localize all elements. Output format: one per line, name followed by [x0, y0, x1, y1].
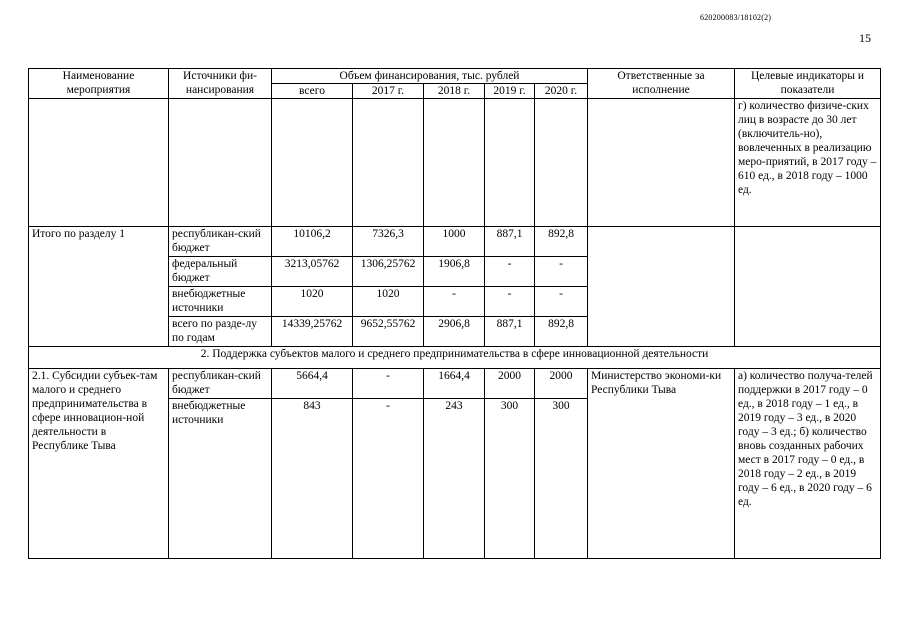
y2019-cell: 300 — [485, 399, 535, 559]
y2018-cell: 243 — [424, 399, 485, 559]
header-2018: 2018 г. — [424, 84, 485, 99]
total-cell: 1020 — [272, 287, 353, 317]
continuation-source-cell — [169, 99, 272, 227]
y2017-cell: - — [353, 399, 424, 559]
y2020-cell: 892,8 — [535, 317, 588, 347]
source-cell: внебюджетные источники — [169, 399, 272, 559]
total-cell: 10106,2 — [272, 227, 353, 257]
continuation-indicator-text: г) количество физиче-ских лиц в возрасте до 30 лет (включитель-но), вовлеченных в реализацию меро-приятий, в 2017 году – 610 ед., в 2018 году – 1000 ед. — [735, 99, 881, 227]
continuation-2017-cell — [353, 99, 424, 227]
continuation-total-cell — [272, 99, 353, 227]
document-number: 620200083/18102(2) — [700, 13, 772, 22]
y2017-cell: 9652,55762 — [353, 317, 424, 347]
source-cell: всего по разде-лу по годам — [169, 317, 272, 347]
item-2-1-indicators: а) количество получа-телей поддержки в 2017 году – 0 ед., в 2018 году – 1 ед., в 2019 году – 3 ед., в 2020 году – 3 ед.; б) количество вновь созданных рабочих мест в 2017 году – 0 ед., в 2018 году – 2 ед., в 2019 году – 6 ед., в 2020 году – 6 ед. — [735, 369, 881, 559]
total-cell: 14339,25762 — [272, 317, 353, 347]
source-cell: федеральный бюджет — [169, 257, 272, 287]
page-number: 15 — [859, 31, 871, 45]
header-2020: 2020 г. — [535, 84, 588, 99]
item-2-1-label: 2.1. Субсидии субъек-там малого и среднего предпринимательства в сфере инновацион-ной деятельности в Республике Тыва — [29, 369, 169, 559]
header-responsible: Ответственные за исполнение — [588, 69, 735, 99]
y2017-cell: 1306,25762 — [353, 257, 424, 287]
y2019-cell: - — [485, 257, 535, 287]
continuation-event-cell — [29, 99, 169, 227]
y2018-cell: 1906,8 — [424, 257, 485, 287]
y2020-cell: - — [535, 287, 588, 317]
total-cell: 843 — [272, 399, 353, 559]
y2019-cell: 887,1 — [485, 227, 535, 257]
continuation-row — [29, 99, 881, 227]
source-cell: внебюджетные источники — [169, 287, 272, 317]
item-2-1-responsible: Министерство экономи-ки Республики Тыва — [588, 369, 735, 559]
table-row — [29, 227, 881, 257]
section1-indicators-cell — [735, 227, 881, 347]
source-cell: республикан-ский бюджет — [169, 369, 272, 399]
y2017-cell: 7326,3 — [353, 227, 424, 257]
header-indicators: Целевые индикаторы и показатели — [735, 69, 881, 99]
continuation-2020-cell — [535, 99, 588, 227]
section2-title: 2. Поддержка субъектов малого и среднего предпринимательства в сфере инновационной деятельности — [29, 347, 881, 369]
header-funding-volume: Объем финансирования, тыс. рублей — [272, 69, 588, 84]
y2017-cell: - — [353, 369, 424, 399]
y2018-cell: - — [424, 287, 485, 317]
y2019-cell: 887,1 — [485, 317, 535, 347]
section-title-row — [29, 347, 881, 369]
continuation-2018-cell — [424, 99, 485, 227]
y2020-cell: 892,8 — [535, 227, 588, 257]
header-source: Источники фи-нансирования — [169, 69, 272, 99]
header-event-name: Наименование мероприятия — [29, 69, 169, 99]
section1-total-label: Итого по разделу 1 — [29, 227, 169, 347]
y2020-cell: 2000 — [535, 369, 588, 399]
header-total: всего — [272, 84, 353, 99]
y2018-cell: 2906,8 — [424, 317, 485, 347]
y2019-cell: 2000 — [485, 369, 535, 399]
y2019-cell: - — [485, 287, 535, 317]
header-2019: 2019 г. — [485, 84, 535, 99]
total-cell: 3213,05762 — [272, 257, 353, 287]
total-cell: 5664,4 — [272, 369, 353, 399]
y2020-cell: 300 — [535, 399, 588, 559]
section1-responsible-cell — [588, 227, 735, 347]
source-cell: республикан-ский бюджет — [169, 227, 272, 257]
header-2017: 2017 г. — [353, 84, 424, 99]
y2018-cell: 1664,4 — [424, 369, 485, 399]
continuation-responsible-cell — [588, 99, 735, 227]
y2017-cell: 1020 — [353, 287, 424, 317]
financing-table — [28, 68, 881, 559]
y2020-cell: - — [535, 257, 588, 287]
continuation-2019-cell — [485, 99, 535, 227]
y2018-cell: 1000 — [424, 227, 485, 257]
table-row — [29, 369, 881, 399]
